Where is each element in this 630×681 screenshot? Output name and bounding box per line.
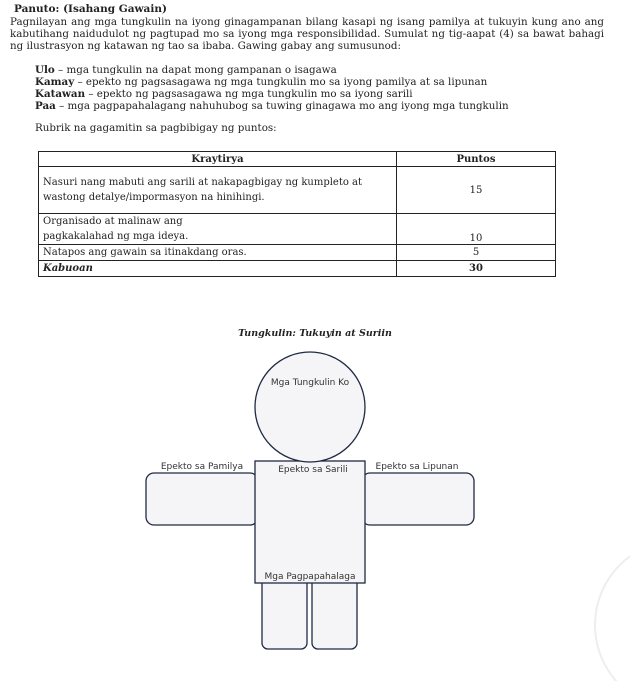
header-criteria: Kraytirya: [39, 152, 397, 167]
criteria-cell: Natapos ang gawain sa itinakdang oras.: [39, 245, 397, 261]
guide-term: Paa: [35, 100, 56, 112]
guide-desc: – mga tungkulin na dapat mong gampanan o isagawa: [54, 64, 337, 76]
left-leg-box: [262, 575, 307, 649]
criteria-cell: Organisado at malinaw ang pagkakalahad ng mga ideya.: [39, 214, 397, 245]
body-label: Epekto sa Sarili: [278, 465, 348, 475]
points-cell: 15: [397, 167, 556, 214]
total-label: Kabuoan: [39, 261, 397, 277]
right-leg-box: [312, 575, 357, 649]
left-arm-label: Epekto sa Pamilya: [160, 462, 244, 472]
guide-term: Kamay: [35, 76, 75, 88]
right-arm-box: [362, 473, 474, 525]
total-points: 30: [397, 261, 556, 277]
points-cell: 5: [397, 245, 556, 261]
left-arm-box: [146, 473, 258, 525]
guide-desc: – epekto ng pagsasagawa ng mga tungkulin mo sa iyong pamilya at sa lipunan: [74, 76, 488, 88]
points-cell: 10: [397, 214, 556, 245]
instructions-title: Panuto: (Isahang Gawain): [14, 3, 167, 15]
instructions-paragraph: Pagnilayan ang mga tungkulin na iyong ginagampanan bilang kasapi ng isang pamilya at tukuyin kung ano ang kabutihang naidudulot ng pagtupad mo sa iyong mga responsibilidad. Sumulat ng tig-aapat (4) sa bawat bahagi ng ilustrasyon ng katawan ng tao sa ibaba. Gawing gabay ang sumusunod:: [10, 16, 604, 52]
right-arm-label: Epekto sa Lipunan: [375, 462, 459, 472]
guide-desc: – epekto ng pagsasagawa ng mga tungkulin mo sa iyong sarili: [85, 88, 413, 100]
guide-desc: – mga pagpapahalagang nahuhubog sa tuwing ginagawa mo ang iyong mga tungkulin: [55, 100, 509, 112]
legs-label: Mga Pagpapahalaga: [264, 572, 356, 582]
criteria-cell: Nasuri nang mabuti ang sarili at nakapagbigay ng kumpleto at wastong detalye/impormasyon na hinihingi.: [39, 167, 397, 214]
figure-title: Tungkulin: Tukuyin at Suriin: [238, 328, 392, 339]
rubric-intro: Rubrik na gagamitin sa pagbibigay ng puntos:: [35, 122, 277, 134]
head-circle: [255, 352, 365, 462]
guide-term: Katawan: [35, 88, 86, 100]
header-points: Puntos: [397, 152, 556, 167]
decorative-circle: [595, 540, 630, 681]
head-label: Mga Tungkulin Ko: [270, 378, 350, 388]
guide-term: Ulo: [35, 64, 55, 76]
body-box: [255, 461, 365, 583]
